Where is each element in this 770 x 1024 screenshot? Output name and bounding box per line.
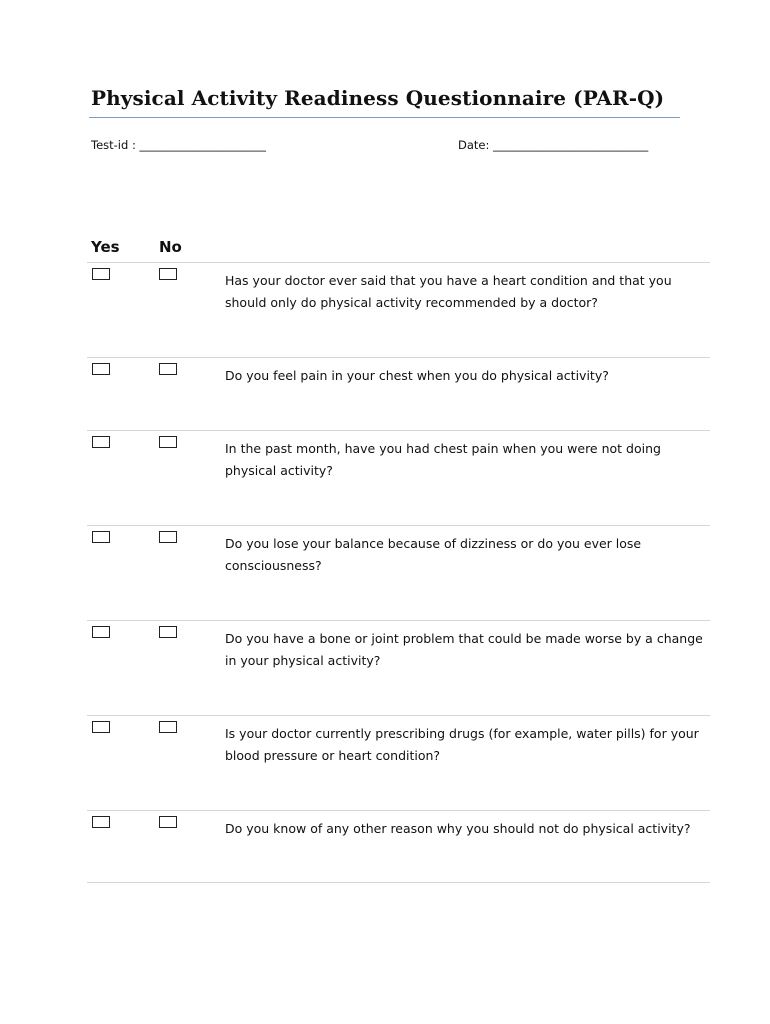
q2-no-checkbox[interactable]: [159, 363, 177, 375]
q4-no-checkbox[interactable]: [159, 531, 177, 543]
q1-text: Has your doctor ever said that you have a heart condition and that you should only do physical activity recommended by a doctor?: [225, 273, 672, 310]
q4-text: Do you lose your balance because of dizziness or do you ever lose consciousness?: [225, 536, 642, 573]
test-id-field[interactable]: Test-id : ______________________: [91, 138, 266, 152]
q6-yes-checkbox[interactable]: [92, 721, 110, 733]
row-divider: [87, 525, 710, 526]
row-divider: [87, 620, 710, 621]
q1-no-checkbox[interactable]: [159, 268, 177, 280]
page-title: Physical Activity Readiness Questionnaire (PAR-Q): [91, 86, 665, 110]
q5-yes-checkbox[interactable]: [92, 626, 110, 638]
q6-no-checkbox[interactable]: [159, 721, 177, 733]
yes-column-header: Yes: [91, 238, 120, 256]
q3-text: In the past month, have you had chest pain when you were not doing physical activity?: [225, 441, 661, 478]
q4-yes-checkbox[interactable]: [92, 531, 110, 543]
q5-no-checkbox[interactable]: [159, 626, 177, 638]
row-divider: [87, 430, 710, 431]
row-divider: [87, 262, 710, 263]
q7-yes-checkbox[interactable]: [92, 816, 110, 828]
row-divider: [87, 715, 710, 716]
row-divider: [87, 810, 710, 811]
row-divider: [87, 882, 710, 883]
no-column-header: No: [159, 238, 182, 256]
q7-text: Do you know of any other reason why you should not do physical activity?: [225, 821, 691, 836]
q6-text: Is your doctor currently prescribing drugs (for example, water pills) for your blood pressure or heart condition?: [225, 726, 699, 763]
date-field[interactable]: Date: ___________________________: [458, 138, 649, 152]
row-divider: [87, 357, 710, 358]
title-underline: [89, 117, 680, 118]
q1-yes-checkbox[interactable]: [92, 268, 110, 280]
q3-yes-checkbox[interactable]: [92, 436, 110, 448]
q5-text: Do you have a bone or joint problem that could be made worse by a change in your physical activity?: [225, 631, 703, 668]
q2-yes-checkbox[interactable]: [92, 363, 110, 375]
q3-no-checkbox[interactable]: [159, 436, 177, 448]
q7-no-checkbox[interactable]: [159, 816, 177, 828]
q2-text: Do you feel pain in your chest when you do physical activity?: [225, 368, 609, 383]
